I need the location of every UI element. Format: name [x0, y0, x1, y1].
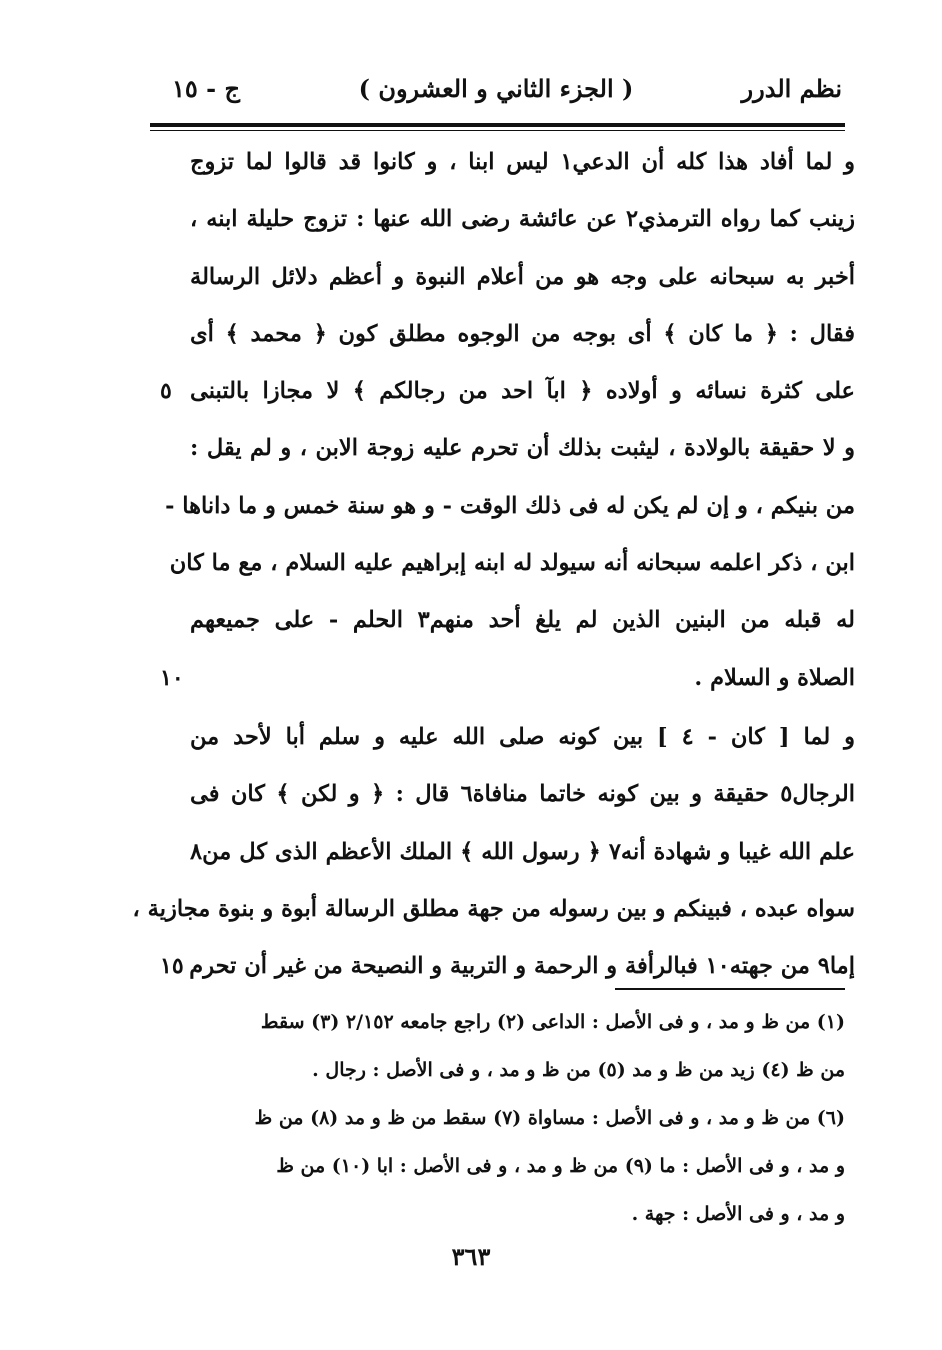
- header-part-title: ( الجزء الثاني و العشرون ): [358, 74, 634, 103]
- footnote-line: و مد ، و فى الأصل : جهة .: [631, 1203, 845, 1225]
- footnote-line: من ظ (٤) زيد من ظ و مد (٥) من ظ و مد ، و فى الأصل : رجال .: [312, 1059, 845, 1081]
- footnote-line: و مد ، و فى الأصل : ما (٩) من ظ و مد ، و فى الأصل : ابا (١٠) من ظ: [276, 1155, 845, 1177]
- text-line: فقال : ﴿ ما كان ﴾ أى بوجه من الوجوه مطلق كون ﴿ محمد ﴾ أى: [190, 320, 855, 347]
- text-line: علم الله غيبا و شهادة أنه٧ ﴿ رسول الله ﴾ الملك الأعظم الذى كل من٨: [190, 838, 855, 865]
- text-line: زينب كما رواه الترمذي٢ عن عائشة رضى الله عنها : تزوج حليلة ابنه ،: [190, 206, 855, 233]
- text-line: ابن ، ذكر اعلمه سبحانه أنه سيولد له ابنه إبراهيم عليه السلام ، مع ما كان: [169, 550, 855, 577]
- running-header: [150, 70, 842, 114]
- footnotes: [190, 998, 845, 1238]
- margin-line-number: ١٥: [160, 953, 184, 980]
- header-book-title: نظم الدرر: [741, 74, 842, 103]
- text-line: الصلاة و السلام . ١٠: [160, 650, 855, 707]
- text-line: أخبر به سبحانه على وجه هو من أعلام النبوة و أعظم دلائل الرسالة: [190, 263, 855, 290]
- footnote-line: (٦) من ظ و مد ، و فى الأصل : مساواة (٧) سقط من ظ و مد (٨) من ظ: [254, 1107, 845, 1129]
- text-line: إما٩ من جهته١٠ فبالرأفة و الرحمة و التربية و النصيحة من غير أن تحرم ١٥: [160, 938, 855, 995]
- text-line: الرجال٥ حقيقة و بين كونه خاتما منافاة٦ قال : ﴿ و لكن ﴾ كان فى: [190, 781, 856, 808]
- main-text: [132, 134, 856, 995]
- text-line: على كثرة نسائه و أولاده ﴿ ابآ احد من رجالكم ﴾ لا مجازا بالتبنى ٥: [160, 363, 855, 420]
- header-rule: [150, 123, 845, 127]
- page-number: ٣٦٣: [451, 1242, 491, 1271]
- text-line: من بنيكم ، و إن لم يكن له فى ذلك الوقت - و هو سنة خمس و ما داناها -: [165, 492, 855, 519]
- footnote-rule: [615, 988, 845, 990]
- margin-line-number: ٥: [160, 378, 172, 405]
- margin-line-number: ١٠: [160, 664, 184, 691]
- header-rule-thin: [150, 130, 845, 131]
- footnote-line: (١) من ظ و مد ، و فى الأصل : الداعى (٢) راجع جامعه ٢/١٥٢ (٣) سقط: [260, 1011, 845, 1033]
- text-line: و لما [ كان - ٤ ] بين كونه صلى الله عليه و سلم أبا لأحد من: [190, 723, 856, 750]
- text-line: له قبله من البنين الذين لم يلغ أحد منهم٣ الحلم - على جميعهم: [190, 607, 855, 634]
- text-line: سواه عبده ، فبينكم و بين رسوله من جهة مطلق الرسالة أبوة و بنوة مجازية ،: [132, 895, 855, 922]
- header-volume-number: ج - ١٥: [172, 74, 240, 103]
- text-line: و لا حقيقة بالولادة ، ليثبت بذلك أن تحرم عليه زوجة الابن ، و لم يقل :: [190, 435, 855, 462]
- text-line: و لما أفاد هذا كله أن الدعي١ ليس ابنا ، و كانوا قد قالوا لما تزوج: [190, 149, 855, 175]
